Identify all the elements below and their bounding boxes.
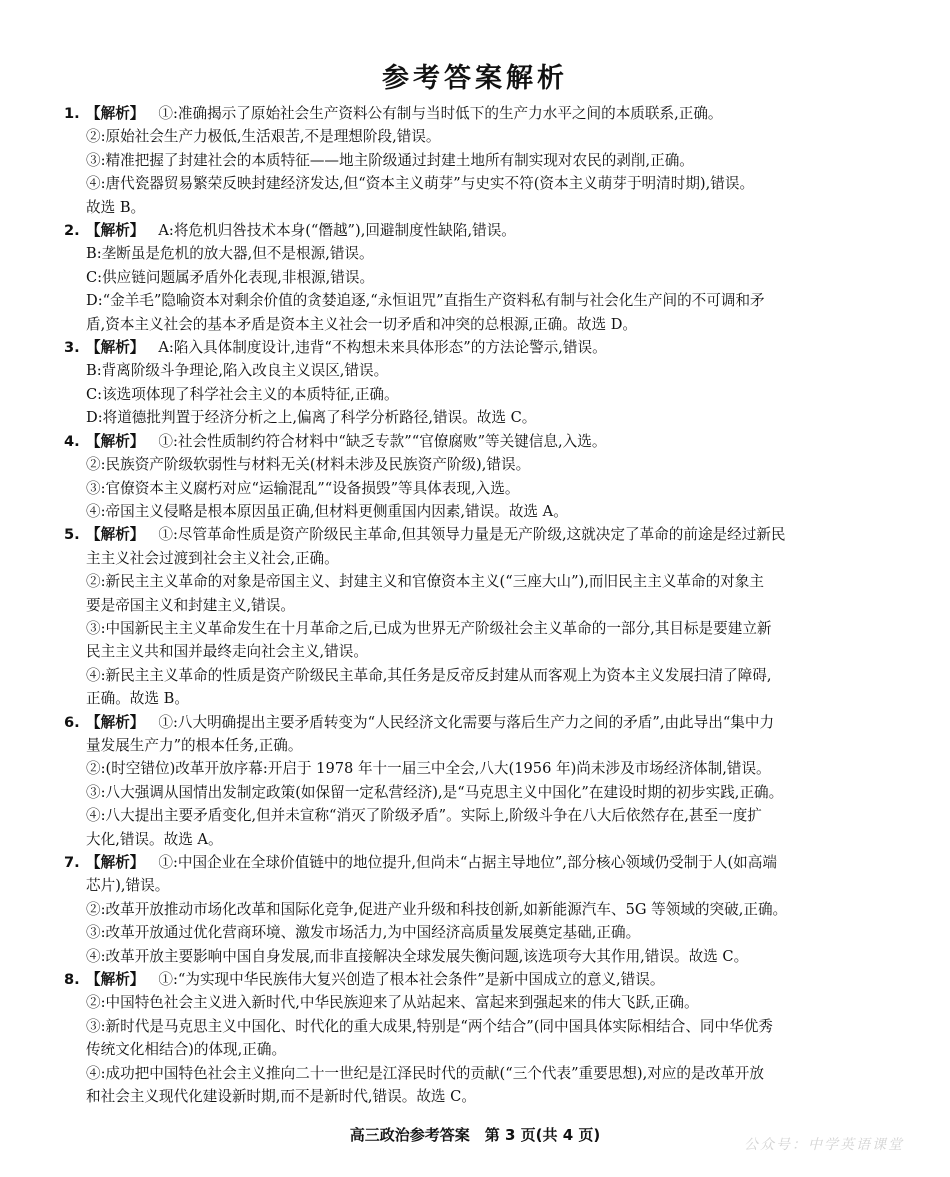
answer-first-line [64,523,886,546]
answer-text: ③:改革开放通过优化营商环境、激发市场活力,为中国经济高质量发展奠定基础,正确。 [86,924,641,942]
answer-text: 正确。故选 B。 [86,690,189,708]
answer-line [64,1015,886,1038]
answer-line [64,570,886,593]
answer-line [64,125,886,148]
analysis-tag: 【解析】 [86,526,145,544]
answer-item-6 [64,711,886,851]
answer-line [64,664,886,687]
answer-line [64,594,886,617]
answer-line [64,1085,886,1108]
analysis-tag: 【解析】 [86,713,145,731]
answer-text: ②:改革开放推动市场化改革和国际化竞争,促进产业升级和科技创新,如新能源汽车、5G 等领域的突破,正确。 [86,900,788,918]
answer-item-7 [64,851,886,968]
answer-first-line [64,711,886,734]
question-number: 2. [64,222,80,240]
answer-line [64,945,886,968]
question-number: 7. [64,854,80,871]
answer-item-1 [64,102,886,219]
analysis-tag: 【解析】 [86,105,145,122]
question-number: 1. [64,105,80,122]
answer-line [64,196,886,219]
answer-item-3 [64,336,886,430]
answer-text: ②:新民主主义革命的对象是帝国主义、封建主义和官僚资本主义(“三座大山”),而旧民主主义革命的对象主 [86,573,764,591]
answer-text: ①:八大明确提出主要矛盾转变为“人民经济文化需要与落后生产力之间的矛盾”,由此导出“集中力 [158,713,775,731]
question-number: 4. [64,432,80,450]
answer-text: D:“金羊毛”隐喻资本对剩余价值的贪婪追逐,“永恒诅咒”直指生产资料私有制与社会化生产间的不可调和矛 [86,292,765,310]
answer-text: ②:中国特色社会主义进入新时代,中华民族迎来了从站起来、富起来到强起来的伟大飞跃,正确。 [86,994,699,1012]
answer-line [64,921,886,944]
analysis-tag: 【解析】 [86,854,145,871]
answer-text: 要是帝国主义和封建主义,错误。 [86,596,295,614]
answer-text: ②:原始社会生产力极低,生活艰苦,不是理想阶段,错误。 [86,128,441,146]
answer-line [64,453,886,476]
analysis-tag: 【解析】 [86,222,145,240]
answer-item-5 [64,523,886,710]
question-number: 6. [64,713,80,731]
answer-item-8 [64,968,886,1108]
answer-text: ③:精准把握了封建社会的本质特征——地主阶级通过封建土地所有制实现对农民的剥削,正确。 [86,151,694,169]
watermark-text: 公众号：中学英语课堂 [744,1137,904,1153]
answer-line [64,477,886,500]
answer-item-4 [64,430,886,524]
answer-text: ③:中国新民主主义革命发生在十月革命之后,已成为世界无产阶级社会主义革命的一部分,其目标是要建立新 [86,619,772,637]
answer-line [64,149,886,172]
answer-text: ①:中国企业在全球价值链中的地位提升,但尚未“占据主导地位”,部分核心领域仍受制于人(如高端 [158,854,777,871]
answer-text: ③:新时代是马克思主义中国化、时代化的重大成果,特别是“两个结合”(同中国具体实际相结合、同中华优秀 [86,1017,773,1035]
answer-text: C:该选项体现了科学社会主义的本质特征,正确。 [86,385,399,403]
answer-first-line [64,102,886,125]
answer-list [64,102,886,1108]
answer-line [64,757,886,780]
answer-line [64,547,886,570]
answer-first-line [64,430,886,453]
answer-line [64,383,886,406]
answer-text: ④:成功把中国特色社会主义推向二十一世纪是江泽民时代的贡献(“三个代表”重要思想),对应的是改革开放 [86,1064,764,1082]
answer-line [64,266,886,289]
answer-text: 主主义社会过渡到社会主义社会,正确。 [86,549,339,567]
answer-line [64,289,886,312]
answer-line [64,898,886,921]
answer-text: ④:八大提出主要矛盾变化,但并未宣称“消灭了阶级矛盾”。实际上,阶级斗争在八大后依然存在,甚至一度扩 [86,807,762,825]
answer-line [64,687,886,710]
answer-text: 和社会主义现代化建设新时期,而不是新时代,错误。故选 C。 [86,1088,476,1106]
answer-line [64,828,886,851]
answer-text: C:供应链问题属矛盾外化表现,非根源,错误。 [86,268,375,286]
answer-first-line [64,851,886,874]
answer-text: ②:(时空错位)改革开放序幕:开启于 1978 年十一届三中全会,八大(1956 年)尚未涉及市场经济体制,错误。 [86,760,771,778]
answer-text: ①:“为实现中华民族伟大复兴创造了根本社会条件”是新中国成立的意义,错误。 [158,971,665,989]
answer-text: 故选 B。 [86,198,146,216]
answer-text: A:陷入具体制度设计,违背“不构想未来具体形态”的方法论警示,错误。 [158,339,607,357]
page-footer: 高三政治参考答案 第 3 页(共 4 页) [349,1126,601,1144]
answer-line [64,359,886,382]
answer-line [64,734,886,757]
answer-text: ①:准确揭示了原始社会生产资料公有制与当时低下的生产力水平之间的本质联系,正确。 [158,105,723,122]
analysis-tag: 【解析】 [86,971,145,989]
answer-text: ①:社会性质制约符合材料中“缺乏专款”“官僚腐败”等关键信息,入选。 [158,432,607,450]
answer-text: ④:唐代瓷器贸易繁荣反映封建经济发达,但“资本主义萌芽”与史实不符(资本主义萌芽于明清时期),错误。 [86,175,755,193]
answer-text: ④:改革开放主要影响中国自身发展,而非直接解决全球发展失衡问题,该选项夸大其作用,错误。故选 C。 [86,947,749,965]
answer-text: 传统文化相结合)的体现,正确。 [86,1041,287,1059]
answer-text: ③:官僚资本主义腐朽对应“运输混乱”“设备损毁”等具体表现,入选。 [86,479,520,497]
answer-text: ①:尽管革命性质是资产阶级民主革命,但其领导力量是无产阶级,这就决定了革命的前途是经过新民 [158,526,786,544]
answer-line [64,640,886,663]
answer-text: 量发展生产力”的根本任务,正确。 [86,736,303,754]
answer-line [64,874,886,897]
question-number: 3. [64,339,80,357]
answer-first-line [64,968,886,991]
answer-text: 芯片),错误。 [86,877,170,895]
answer-text: 盾,资本主义社会的基本矛盾是资本主义社会一切矛盾和冲突的总根源,正确。故选 D。 [86,315,637,333]
answer-line [64,617,886,640]
question-number: 5. [64,526,80,544]
answer-line [64,406,886,429]
answer-first-line [64,219,886,242]
analysis-tag: 【解析】 [86,339,145,357]
analysis-tag: 【解析】 [86,432,145,450]
answer-text: B:背离阶级斗争理论,陷入改良主义误区,错误。 [86,362,389,380]
answer-text: 民主主义共和国并最终走向社会主义,错误。 [86,643,368,661]
answer-text: ④:帝国主义侵略是根本原因虽正确,但材料更侧重国内因素,错误。故选 A。 [86,502,568,520]
answer-text: A:将危机归咎技术本身(“僭越”),回避制度性缺陷,错误。 [158,222,516,240]
answer-text: ②:民族资产阶级软弱性与材料无关(材料未涉及民族资产阶级),错误。 [86,456,531,474]
answer-first-line [64,336,886,359]
answer-line [64,804,886,827]
question-number: 8. [64,971,80,989]
answer-line [64,781,886,804]
answer-text: D:将道德批判置于经济分析之上,偏离了科学分析路径,错误。故选 C。 [86,409,537,427]
answer-line [64,991,886,1014]
page-title: 参考答案解析 [382,63,568,94]
answer-line [64,1038,886,1061]
answer-text: ③:八大强调从国情出发制定政策(如保留一定私营经济),是“马克思主义中国化”在建设时期的初步实践,正确。 [86,783,784,801]
answer-line [64,500,886,523]
answer-line [64,313,886,336]
answer-line [64,172,886,195]
answer-text: 大化,错误。故选 A。 [86,830,223,848]
answer-line [64,1062,886,1085]
answer-text: ④:新民主主义革命的性质是资产阶级民主革命,其任务是反帝反封建从而客观上为资本主义发展扫清了障碍, [86,666,772,684]
answer-item-2 [64,219,886,336]
answer-line [64,242,886,265]
answer-text: B:垄断虽是危机的放大器,但不是根源,错误。 [86,245,374,263]
